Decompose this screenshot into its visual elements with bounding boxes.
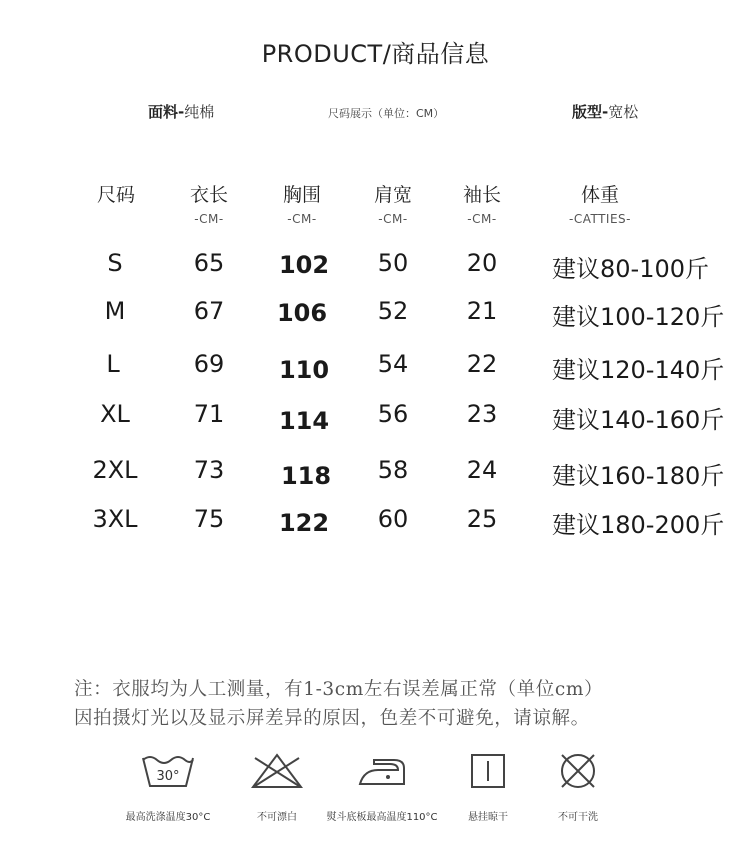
cell-shoulder: 58 <box>377 456 409 484</box>
hang-dry-icon <box>460 752 516 790</box>
unit-sleeve: -CM- <box>467 212 497 226</box>
cell-weight: 建议80-100斤 <box>552 255 710 283</box>
cell-size: XL <box>100 400 130 428</box>
cell-sleeve: 23 <box>466 400 498 428</box>
cell-shoulder: 50 <box>377 249 409 277</box>
cell-length: 69 <box>193 350 225 378</box>
cell-size: 2XL <box>92 456 138 484</box>
unit-weight: -CATTIES- <box>568 212 632 226</box>
care-label: 悬挂晾干 <box>468 812 508 823</box>
no-dry-clean-icon <box>550 752 606 790</box>
care-label: 不可干洗 <box>558 812 598 823</box>
cell-sleeve: 22 <box>466 350 498 378</box>
fit-label: 版型- <box>572 103 609 121</box>
header-weight: 体重 <box>580 184 620 206</box>
iron-110-icon <box>354 752 410 790</box>
care-no-dry-clean <box>513 752 643 823</box>
header-size: 尺码 <box>96 184 136 206</box>
wash-temp: 30° <box>156 769 180 784</box>
unit-length: -CM- <box>194 212 224 226</box>
care-label: 不可漂白 <box>257 812 297 823</box>
cell-weight: 建议180-200斤 <box>552 511 725 539</box>
unit-shoulder: -CM- <box>378 212 408 226</box>
size-display-label: 尺码展示（单位：CM） <box>328 107 445 120</box>
cell-chest: 114 <box>278 407 330 435</box>
cell-length: 71 <box>193 400 225 428</box>
cell-shoulder: 60 <box>377 505 409 533</box>
cell-chest: 122 <box>278 509 330 537</box>
cell-size: 3XL <box>92 505 138 533</box>
color-note: 因拍摄灯光以及显示屏差异的原因，色差不可避免，请谅解。 <box>74 708 590 729</box>
fabric-info <box>148 101 214 122</box>
cell-length: 75 <box>193 505 225 533</box>
cell-chest: 118 <box>280 462 332 490</box>
measurement-note: 注：衣服均为人工测量，有1-3cm左右误差属正常（单位cm） <box>74 679 604 700</box>
cell-shoulder: 56 <box>377 400 409 428</box>
fit-info <box>572 101 638 122</box>
header-length: 衣长 <box>189 184 229 206</box>
cell-chest: 110 <box>278 356 330 384</box>
cell-sleeve: 24 <box>466 456 498 484</box>
cell-weight: 建议140-160斤 <box>552 406 725 434</box>
cell-shoulder: 54 <box>377 350 409 378</box>
cell-chest: 106 <box>276 299 328 327</box>
cell-shoulder: 52 <box>377 297 409 325</box>
care-label: 最高洗涤温度30°C <box>125 812 211 823</box>
cell-sleeve: 25 <box>466 505 498 533</box>
header-sleeve: 袖长 <box>462 184 502 206</box>
cell-size: L <box>106 350 120 378</box>
fabric-label: 面料- <box>148 103 185 121</box>
cell-weight: 建议120-140斤 <box>552 356 725 384</box>
page-title: PRODUCT/商品信息 <box>261 40 490 68</box>
cell-sleeve: 20 <box>466 249 498 277</box>
care-label: 熨斗底板最高温度110°C <box>326 812 438 823</box>
cell-length: 65 <box>193 249 225 277</box>
header-shoulder: 肩宽 <box>373 184 413 206</box>
cell-length: 67 <box>193 297 225 325</box>
header-chest: 胸围 <box>282 184 322 206</box>
cell-chest: 102 <box>278 251 330 279</box>
cell-sleeve: 21 <box>466 297 498 325</box>
no-bleach-icon <box>249 752 305 790</box>
unit-chest: -CM- <box>287 212 317 226</box>
wash-30-icon <box>140 752 196 790</box>
fabric-value: 纯棉 <box>184 103 215 121</box>
cell-size: S <box>107 249 123 277</box>
fit-value: 宽松 <box>608 103 639 121</box>
cell-size: M <box>104 297 126 325</box>
cell-length: 73 <box>193 456 225 484</box>
cell-weight: 建议160-180斤 <box>552 462 725 490</box>
cell-weight: 建议100-120斤 <box>552 303 725 331</box>
